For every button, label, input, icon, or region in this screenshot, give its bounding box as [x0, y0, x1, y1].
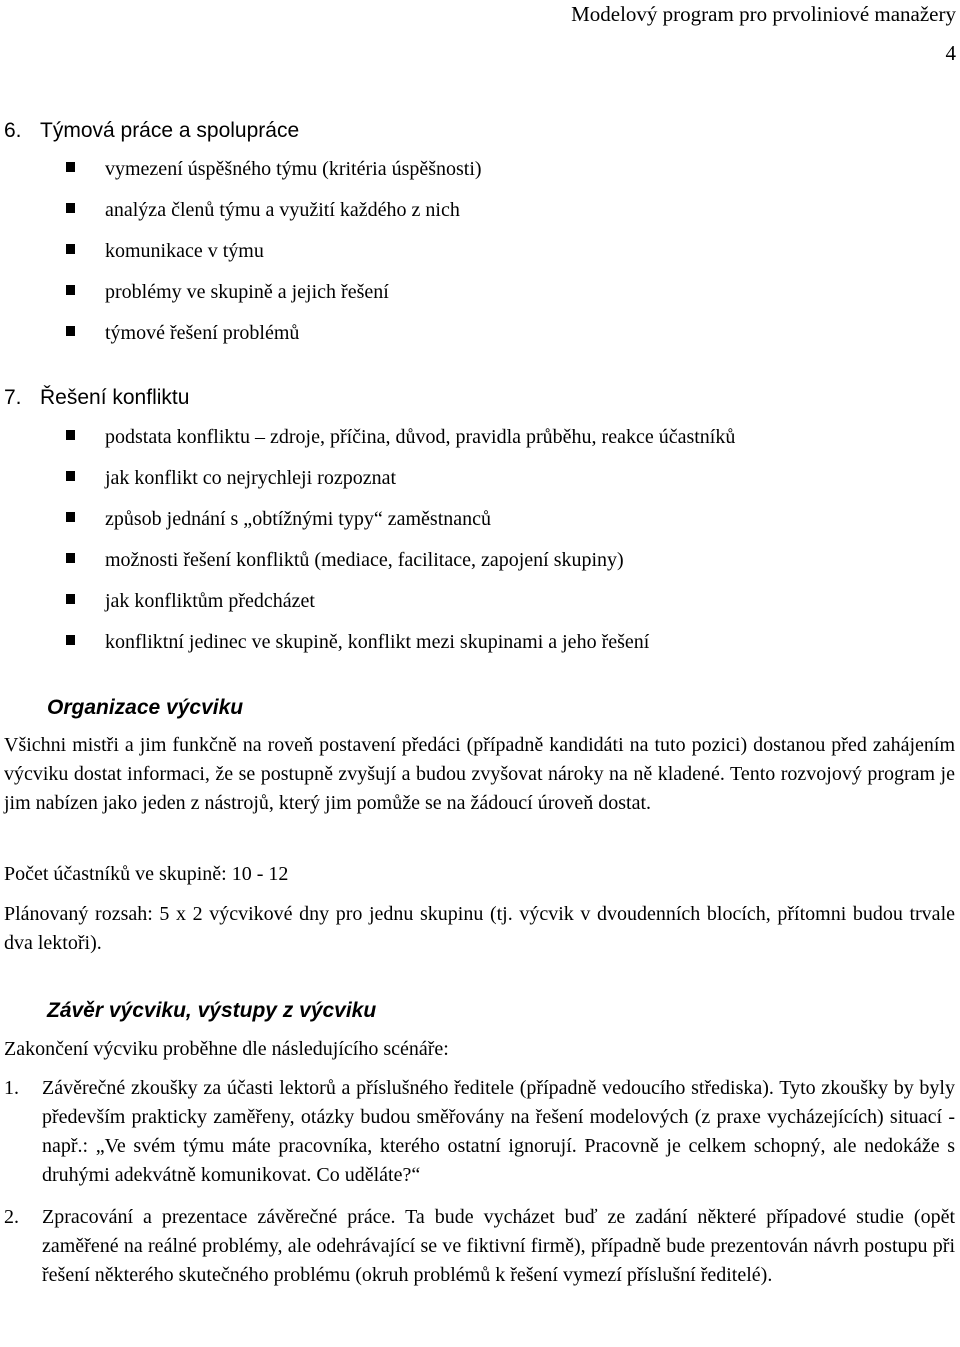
zaver-heading: Závěr výcviku, výstupy z výcviku [47, 999, 377, 1022]
section-heading-7 [4, 385, 189, 411]
page-number: 4 [945, 41, 956, 65]
list-item-text: problémy ve skupině a jejich řešení [105, 281, 389, 303]
square-bullet-icon [66, 430, 75, 440]
organizace-paragraph: Všichni mistři a jim funkčně na roveň postavení předáci (případně kandidáti na tuto pozici) dostanou před zahájením výcviku dostat informaci, že se postupně zvyšují a budou zvyšovat nároky na ně kladené. Tento rozvojový program je jim nabízen jako jeden z nástrojů, který jim pomůže se na žádoucí úroveň dostat. [4, 734, 955, 814]
scope-paragraph: Plánovaný rozsah: 5 x 2 výcvikové dny pro jednu skupinu (tj. výcvik v dvoudenních blocích, přítomni budou trvale dva lektoři). [4, 903, 955, 954]
list-item [0, 465, 960, 506]
numbered-item [0, 1074, 960, 1190]
list-item [0, 588, 960, 629]
participants-count: Počet účastníků ve skupině: 10 - 12 [4, 863, 289, 885]
list-item [0, 629, 960, 670]
list-item-text: analýza členů týmu a využití každého z nich [105, 199, 460, 221]
list-item-text: komunikace v týmu [105, 240, 264, 262]
square-bullet-icon [66, 162, 75, 172]
square-bullet-icon [66, 471, 75, 481]
list-item [0, 547, 960, 588]
zaver-intro: Zakončení výcviku proběhne dle následujícího scénáře: [4, 1038, 449, 1060]
list-item-text: způsob jednání s „obtížnými typy“ zaměstnanců [105, 508, 492, 530]
square-bullet-icon [66, 594, 75, 604]
section-heading-6 [4, 118, 299, 144]
list-item-text: jak konflikt co nejrychleji rozpoznat [105, 467, 397, 489]
list-item [0, 197, 960, 238]
list-item [0, 506, 960, 547]
item-text: Závěrečné zkoušky za účasti lektorů a příslušného ředitele (případně vedoucího střediska). Tyto zkoušky by byly především prakticky zaměřeny, otázky budou směřovány na řešení modelových (z praxe vycházejících) situací - např.: „Ve svém týmu máte pracovníka, kterého ostatní ignorují. Pracovně je celkem schopný, ale nedokáže s druhými adekvátně komunikovat. Co uděláte?“ [42, 1077, 955, 1186]
zaver-list [0, 1074, 960, 1290]
numbered-item [0, 1203, 960, 1290]
square-bullet-icon [66, 553, 75, 563]
item-number: 1. [4, 1077, 19, 1099]
list-item [0, 320, 960, 361]
running-header-title: Modelový program pro prvoliniové manažery [571, 2, 956, 26]
square-bullet-icon [66, 203, 75, 213]
section-7-list [0, 424, 960, 670]
section-number: 6. [4, 119, 22, 142]
square-bullet-icon [66, 635, 75, 645]
list-item-text: možnosti řešení konfliktů (mediace, facilitace, zapojení skupiny) [105, 549, 624, 571]
list-item-text: týmové řešení problémů [105, 322, 300, 344]
list-item-text: vymezení úspěšného týmu (kritéria úspěšnosti) [105, 158, 482, 180]
square-bullet-icon [66, 285, 75, 295]
item-text: Zpracování a prezentace závěrečné práce. Ta bude vycházet buď ze zadání některé případové studie (opět zaměřené na reálné problémy, ale odehrávající se ve fiktivní firmě), případně bude prezentován návrh postupu při řešení některého skutečného problému (okruh problémů k řešení vymezí příslušní ředitelé). [42, 1206, 955, 1286]
square-bullet-icon [66, 326, 75, 336]
section-title: Týmová práce a spolupráce [40, 119, 300, 142]
section-6-list [0, 156, 960, 361]
section-number: 7. [4, 386, 22, 409]
section-title: Řešení konfliktu [40, 386, 190, 409]
list-item-text: konfliktní jedinec ve skupině, konflikt mezi skupinami a jeho řešení [105, 631, 650, 653]
list-item-text: jak konfliktům předcházet [105, 590, 315, 612]
list-item [0, 156, 960, 197]
square-bullet-icon [66, 512, 75, 522]
list-item-text: podstata konfliktu – zdroje, příčina, důvod, pravidla průběhu, reakce účastníků [105, 426, 736, 448]
list-item [0, 279, 960, 320]
item-number: 2. [4, 1206, 19, 1228]
list-item [0, 238, 960, 279]
list-item [0, 424, 960, 465]
square-bullet-icon [66, 244, 75, 254]
organizace-heading: Organizace výcviku [47, 696, 244, 719]
